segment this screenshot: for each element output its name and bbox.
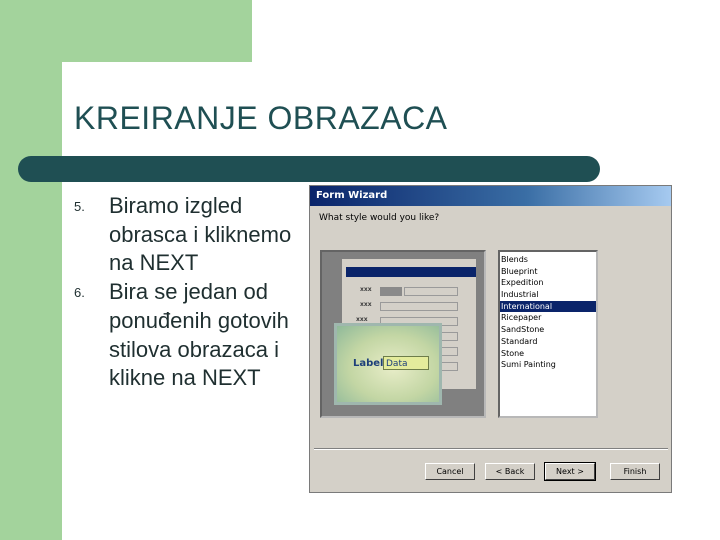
finish-button[interactable]: Finish <box>610 463 660 480</box>
bullet-number: 5. <box>74 199 85 214</box>
bullet-text: Bira se jedan od ponuđenih gotovih stilova obrazaca i klikne na NEXT <box>109 279 289 391</box>
style-list[interactable] <box>498 250 598 418</box>
window-title-bar[interactable]: Form Wizard <box>310 186 671 206</box>
bullet-text: Biramo izgled obrasca i kliknemo na NEXT <box>109 193 292 276</box>
wizard-question: What style would you like? <box>319 213 440 223</box>
slide-title: KREIRANJE OBRAZACA <box>74 100 448 136</box>
style-list-item[interactable]: Industrial <box>501 290 539 300</box>
next-button[interactable]: Next > <box>545 463 595 480</box>
preview-data-box: Data <box>383 356 429 370</box>
style-list-item[interactable]: Sumi Painting <box>501 360 556 370</box>
style-list-item-selected[interactable]: International <box>500 301 596 313</box>
title-underline-bar <box>18 156 600 182</box>
style-list-item[interactable]: Ricepaper <box>501 313 542 323</box>
preview-field <box>404 287 458 296</box>
bullet-number: 6. <box>74 285 85 301</box>
preview-style-sample <box>334 323 442 405</box>
preview-field <box>380 287 402 296</box>
style-list-item[interactable]: SandStone <box>501 325 545 335</box>
preview-row-label: xxx <box>356 316 368 323</box>
back-button[interactable]: < Back <box>485 463 535 480</box>
green-left-decoration <box>0 0 62 540</box>
bullet-list <box>74 192 306 393</box>
bullet-item <box>74 192 306 278</box>
preview-row-label: xxx <box>360 301 372 308</box>
preview-row-label: xxx <box>360 286 372 293</box>
button-separator <box>314 448 668 450</box>
style-preview <box>320 250 486 418</box>
preview-header-bar <box>346 267 476 277</box>
form-wizard-window <box>309 185 672 493</box>
preview-field <box>380 302 458 311</box>
style-list-item[interactable]: Stone <box>501 348 525 358</box>
style-list-item[interactable]: Blueprint <box>501 266 538 276</box>
cancel-button[interactable]: Cancel <box>425 463 475 480</box>
style-list-item[interactable]: Standard <box>501 336 538 346</box>
style-list-item[interactable]: Blends <box>501 255 528 264</box>
bullet-item <box>74 278 306 393</box>
preview-label-text: Label <box>353 358 384 369</box>
style-list-item[interactable]: Expedition <box>501 278 544 288</box>
